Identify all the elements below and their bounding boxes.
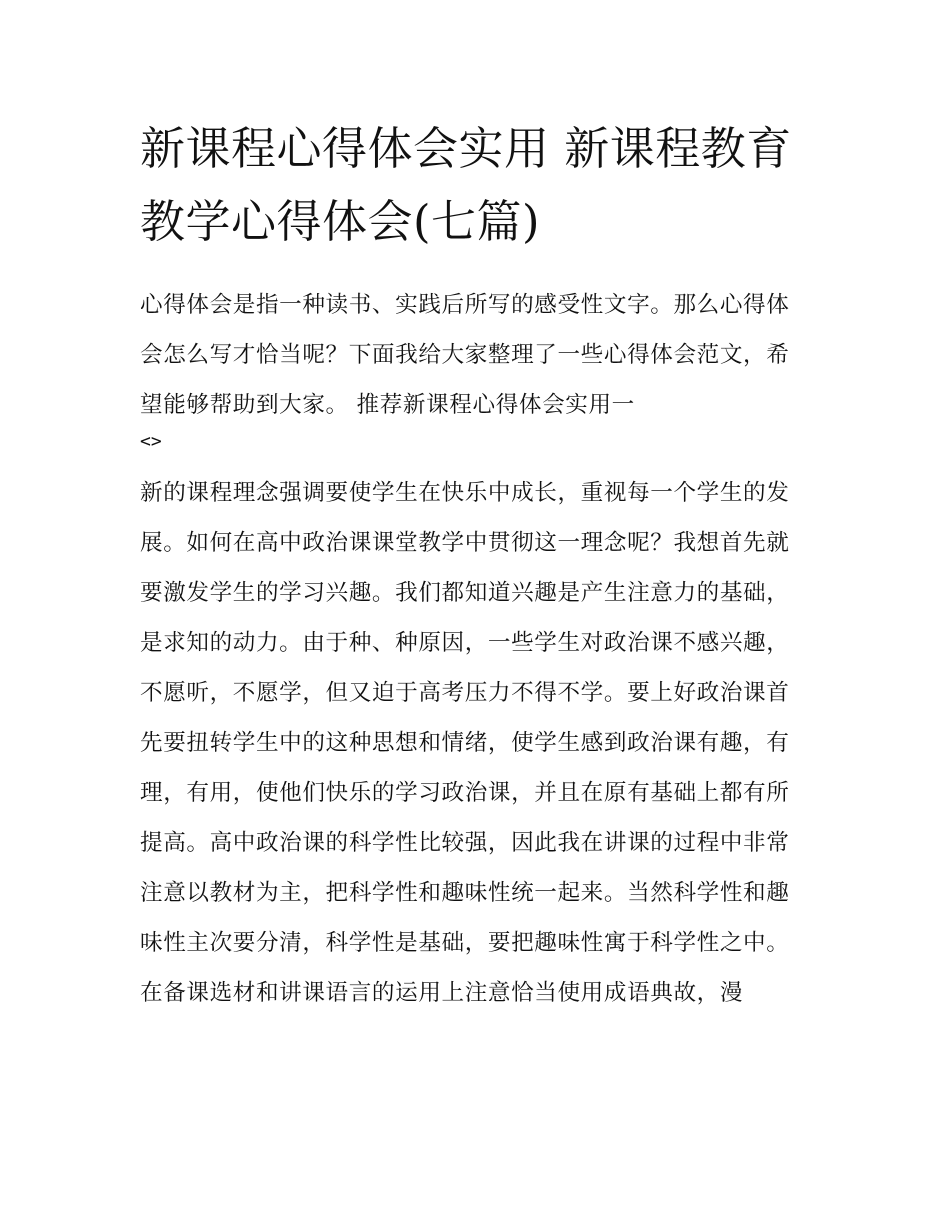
section-marker: <> — [140, 431, 162, 452]
document-content — [140, 112, 812, 1018]
body-paragraph-1: 新的课程理念强调要使学生在快乐中成长，重视每一个学生的发展。如何在高中政治课课堂教学中贯彻这一理念呢？我想首先就要激发学生的学习兴趣。我们都知道兴趣是产生注意力的基础，是求知的动力。由于种、种原因，一些学生对政治课不感兴趣，不愿听，不愿学，但又迫于高考压力不得不学。要上好政治课首先要扭转学生中的这种思想和情绪，使学生感到政治课有趣，有理，有用，使他们快乐的学习政治课，并且在原有基础上都有所提高。高中政治课的科学性比较强，因此我在讲课的过程中非常注意以教材为主，把科学性和趣味性统一起来。当然科学性和趣味性主次要分清，科学性是基础，要把趣味性寓于科学性之中。 — [140, 480, 790, 956]
body-paragraph-2: 在备课选材和讲课语言的运用上注意恰当使用成语典故，漫 — [140, 980, 744, 1006]
document-title: 新课程心得体会实用 新课程教育教学心得体会(七篇) — [140, 122, 792, 248]
intro-paragraph: 心得体会是指一种读书、实践后所写的感受性文字。那么心得体会怎么写才恰当呢？下面我给大家整理了一些心得体会范文，希望能够帮助到大家。 推荐新课程心得体会实用一 — [140, 292, 790, 418]
